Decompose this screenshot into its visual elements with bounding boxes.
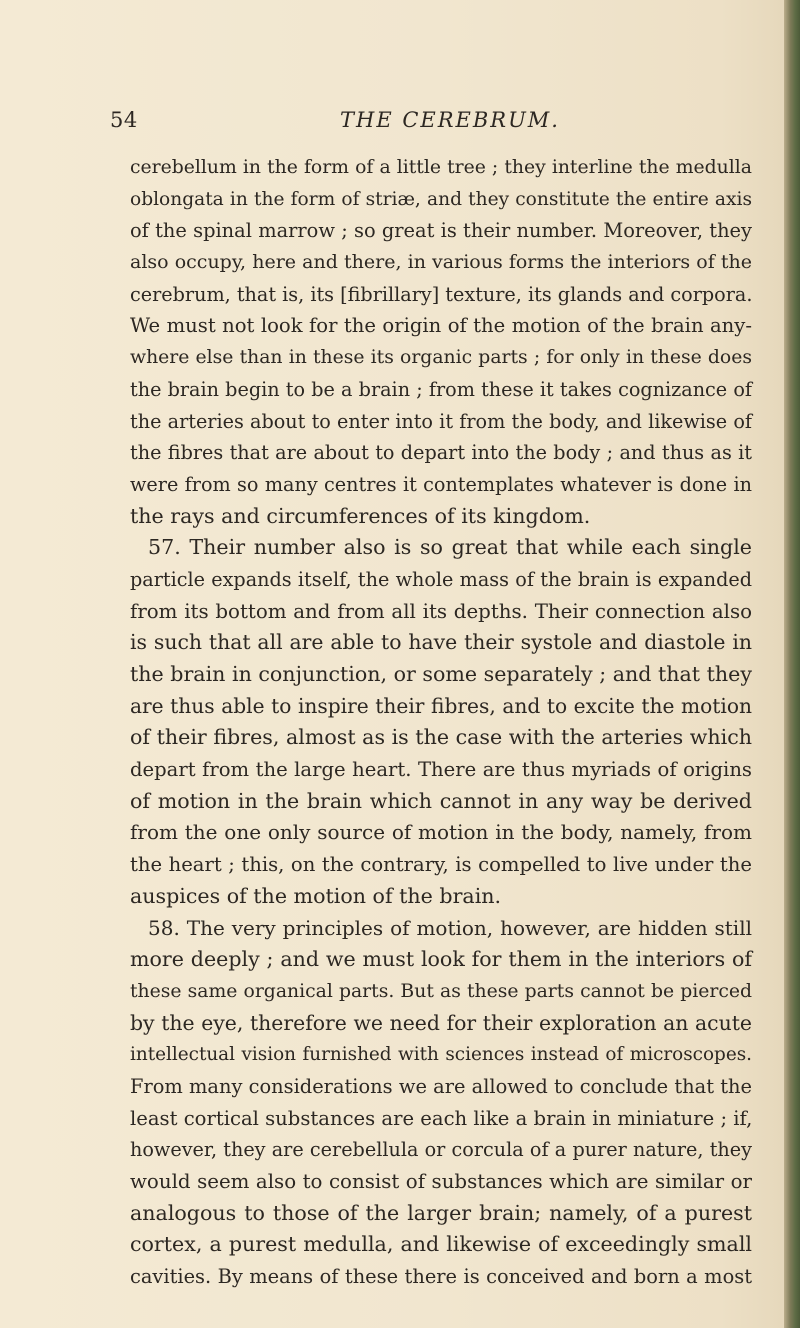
text-line: the fibres that are about to depart into the body ; and thus as it	[130, 441, 752, 465]
text-line: from its bottom and from all its depths. Their connection also	[130, 599, 752, 623]
text-line: are thus able to inspire their fibres, and to excite the motion	[130, 693, 752, 718]
text-line: these same organical parts. But as these parts cannot be pierced	[130, 980, 752, 1002]
text-line: particle expands itself, the whole mass of the brain is expanded	[130, 567, 752, 591]
text-line: of their fibres, almost as is the case with the arteries which	[130, 725, 752, 750]
text-line: analogous to those of the larger brain; namely, of a purest	[130, 1200, 752, 1225]
page-number: 54	[110, 108, 138, 132]
text-line: oblongata in the form of striæ, and they constitute the entire axis	[130, 188, 752, 210]
paragraph-57-start: 57. Their number also is so great that while each single	[148, 535, 752, 560]
running-head: THE CEREBRUM.	[340, 108, 560, 132]
text-line: the heart ; this, on the contrary, is compelled to live under the	[130, 853, 752, 877]
text-line: From many considerations we are allowed to conclude that the	[130, 1074, 752, 1098]
text-line: We must not look for the origin of the motion of the brain any-	[130, 314, 752, 338]
text-line-paragraph-end: the rays and circumferences of its kingdom.	[130, 503, 591, 528]
text-line: more deeply ; and we must look for them in the interiors of	[130, 947, 752, 972]
text-line: by the eye, therefore we need for their exploration an acute	[130, 1010, 752, 1035]
body-text	[130, 152, 752, 1293]
text-line-paragraph-end: auspices of the motion of the brain.	[130, 883, 502, 908]
text-line: also occupy, here and there, in various forms the interiors of the	[130, 251, 752, 274]
text-line: depart from the large heart. There are thus myriads of origins	[130, 758, 752, 782]
text-line: would seem also to consist of substances which are similar or	[130, 1170, 752, 1193]
text-line: intellectual vision furnished with sciences instead of microscopes.	[130, 1044, 752, 1066]
paragraph-58-start: 58. The very principles of motion, however, are hidden still	[148, 915, 752, 940]
text-line: cerebellum in the form of a little tree ; they interline the medulla	[130, 157, 752, 178]
page-header	[0, 108, 800, 138]
text-line: is such that all are able to have their systole and diastole in	[130, 630, 752, 655]
text-line: the brain begin to be a brain ; from these it takes cognizance of	[130, 377, 752, 401]
text-line: from the one only source of motion in the body, namely, from	[130, 820, 752, 845]
text-line: however, they are cerebellula or corcula of a purer nature, they	[130, 1138, 752, 1162]
text-line: cortex, a purest medulla, and likewise of exceedingly small	[130, 1232, 752, 1257]
text-line: of motion in the brain which cannot in any way be derived	[130, 788, 752, 813]
page-binding-edge	[784, 0, 800, 1328]
text-line: the arteries about to enter into it from the body, and likewise of	[130, 409, 752, 433]
text-line: where else than in these its organic parts ; for only in these does	[130, 347, 752, 369]
text-line: cavities. By means of these there is conceived and born a most	[130, 1265, 752, 1289]
text-line: the brain in conjunction, or some separately ; and that they	[130, 662, 752, 686]
text-line: were from so many centres it contemplates whatever is done in	[130, 472, 752, 496]
text-line: of the spinal marrow ; so great is their number. Moreover, they	[130, 219, 752, 243]
text-line: least cortical substances are each like a brain in miniature ; if,	[130, 1106, 753, 1130]
text-line: cerebrum, that is, its [fibrillary] texture, its glands and corpora.	[130, 282, 753, 306]
